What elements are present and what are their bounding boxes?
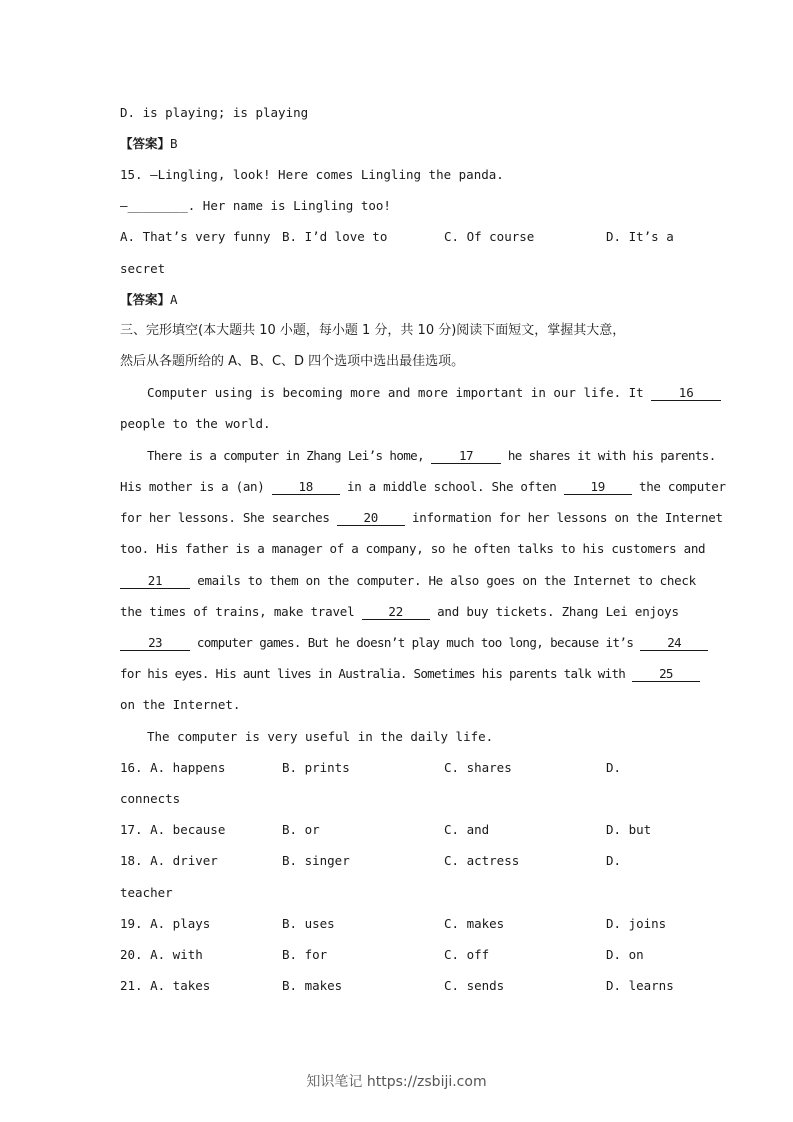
passage-p2-line5 bbox=[120, 573, 696, 589]
reply-blank: ________ bbox=[127, 198, 188, 213]
reply-text: . Her name is Lingling too! bbox=[187, 198, 391, 213]
passage-p2-line7 bbox=[120, 635, 708, 651]
q14-answer bbox=[120, 136, 178, 152]
reply-dash: — bbox=[120, 198, 128, 213]
blank-16: 16 bbox=[651, 386, 721, 401]
passage-text: information for her lessons on the Internet bbox=[404, 510, 723, 525]
footer-watermark: 知识笔记 https://zsbiji.com bbox=[306, 1074, 487, 1090]
choice-21-d: D. learns bbox=[606, 978, 674, 993]
passage-text: computer games. But he doesn’t play much too long, because it’s bbox=[190, 635, 641, 650]
q15-option-d-wrap: secret bbox=[120, 261, 166, 276]
blank-21: 21 bbox=[120, 574, 190, 589]
q15-option-a: A. That’s very funny bbox=[120, 229, 271, 244]
choice-20-a: 20. A. with bbox=[120, 947, 203, 962]
q15-option-c: C. Of course bbox=[444, 229, 535, 244]
section3-heading-2: 然后从各题所给的 A、B、C、D 四个选项中选出最佳选项。 bbox=[120, 354, 465, 369]
answer-label: 【答案】 bbox=[120, 292, 171, 307]
choice-17-a: 17. A. because bbox=[120, 822, 226, 837]
passage-p2-line6 bbox=[120, 604, 679, 620]
choice-17-d: D. but bbox=[606, 822, 652, 837]
choice-20-c: C. off bbox=[444, 947, 490, 962]
passage-p2-line2 bbox=[120, 479, 726, 495]
passage-text: for his eyes. His aunt lives in Australia. Sometimes his parents talk with bbox=[120, 666, 632, 681]
choice-18-a: 18. A. driver bbox=[120, 853, 218, 868]
q15-question: 15. —Lingling, look! Here comes Lingling the panda. bbox=[120, 167, 504, 182]
choice-19-c: C. makes bbox=[444, 916, 505, 931]
q15-reply bbox=[120, 198, 391, 214]
passage-text: His mother is a (an) bbox=[120, 479, 272, 494]
choice-20-b: B. for bbox=[282, 947, 328, 962]
choice-18-d: D. bbox=[606, 853, 622, 868]
q15-answer bbox=[120, 292, 178, 308]
passage-p1-line1 bbox=[147, 385, 721, 401]
passage-text: Computer using is becoming more and more important in our life. It bbox=[147, 385, 652, 400]
passage-p2-line4: too. His father is a manager of a company, so he often talks to his customers and bbox=[120, 541, 706, 556]
passage-text: he shares it with his parents. bbox=[500, 448, 716, 463]
passage-text: emails to them on the computer. He also goes on the Internet to check bbox=[190, 573, 696, 588]
passage-text: the times of trains, make travel bbox=[120, 604, 362, 619]
blank-24: 24 bbox=[640, 636, 708, 651]
passage-p2-line3 bbox=[120, 510, 723, 526]
choice-21-c: C. sends bbox=[444, 978, 505, 993]
choice-19-a: 19. A. plays bbox=[120, 916, 211, 931]
blank-25: 25 bbox=[632, 667, 700, 682]
passage-text: for her lessons. She searches bbox=[120, 510, 337, 525]
blank-17: 17 bbox=[431, 449, 501, 464]
answer-value: B bbox=[170, 136, 178, 151]
q15-option-b: B. I’d love to bbox=[282, 229, 388, 244]
choice-21-a: 21. A. takes bbox=[120, 978, 211, 993]
passage-p1-line2: people to the world. bbox=[120, 416, 271, 431]
choice-19-d: D. joins bbox=[606, 916, 667, 931]
choice-17-b: B. or bbox=[282, 822, 320, 837]
choice-16-d-wrap: connects bbox=[120, 791, 181, 806]
blank-19: 19 bbox=[564, 480, 632, 495]
passage-text: There is a computer in Zhang Lei’s home, bbox=[147, 448, 431, 463]
choice-16-b: B. prints bbox=[282, 760, 350, 775]
passage-p2-line8 bbox=[120, 666, 700, 682]
choice-18-c: C. actress bbox=[444, 853, 520, 868]
choice-18-d-wrap: teacher bbox=[120, 885, 173, 900]
blank-22: 22 bbox=[362, 605, 430, 620]
q15-option-d: D. It’s a bbox=[606, 229, 674, 244]
document-page bbox=[120, 0, 726, 1122]
choice-18-b: B. singer bbox=[282, 853, 350, 868]
q14-option-d: D. is playing; is playing bbox=[120, 105, 309, 120]
passage-text: and buy tickets. Zhang Lei enjoys bbox=[429, 604, 679, 619]
choice-21-b: B. makes bbox=[282, 978, 343, 993]
passage-p3: The computer is very useful in the daily life. bbox=[147, 729, 494, 744]
choice-20-d: D. on bbox=[606, 947, 644, 962]
choice-19-b: B. uses bbox=[282, 916, 335, 931]
choice-16-a: 16. A. happens bbox=[120, 760, 226, 775]
passage-p2-line1 bbox=[147, 448, 716, 464]
passage-text: in a middle school. She often bbox=[339, 479, 564, 494]
blank-23: 23 bbox=[120, 636, 190, 651]
passage-text: the computer bbox=[631, 479, 726, 494]
choice-16-c: C. shares bbox=[444, 760, 512, 775]
choice-17-c: C. and bbox=[444, 822, 490, 837]
section3-heading-1: 三、完形填空(本大题共 10 小题，每小题 1 分，共 10 分)阅读下面短文，掌握其大意， bbox=[120, 323, 626, 338]
answer-label: 【答案】 bbox=[120, 136, 171, 151]
blank-18: 18 bbox=[272, 480, 340, 495]
blank-20: 20 bbox=[337, 511, 405, 526]
choice-16-d: D. bbox=[606, 760, 622, 775]
answer-value: A bbox=[170, 292, 178, 307]
passage-p2-line9: on the Internet. bbox=[120, 697, 241, 712]
